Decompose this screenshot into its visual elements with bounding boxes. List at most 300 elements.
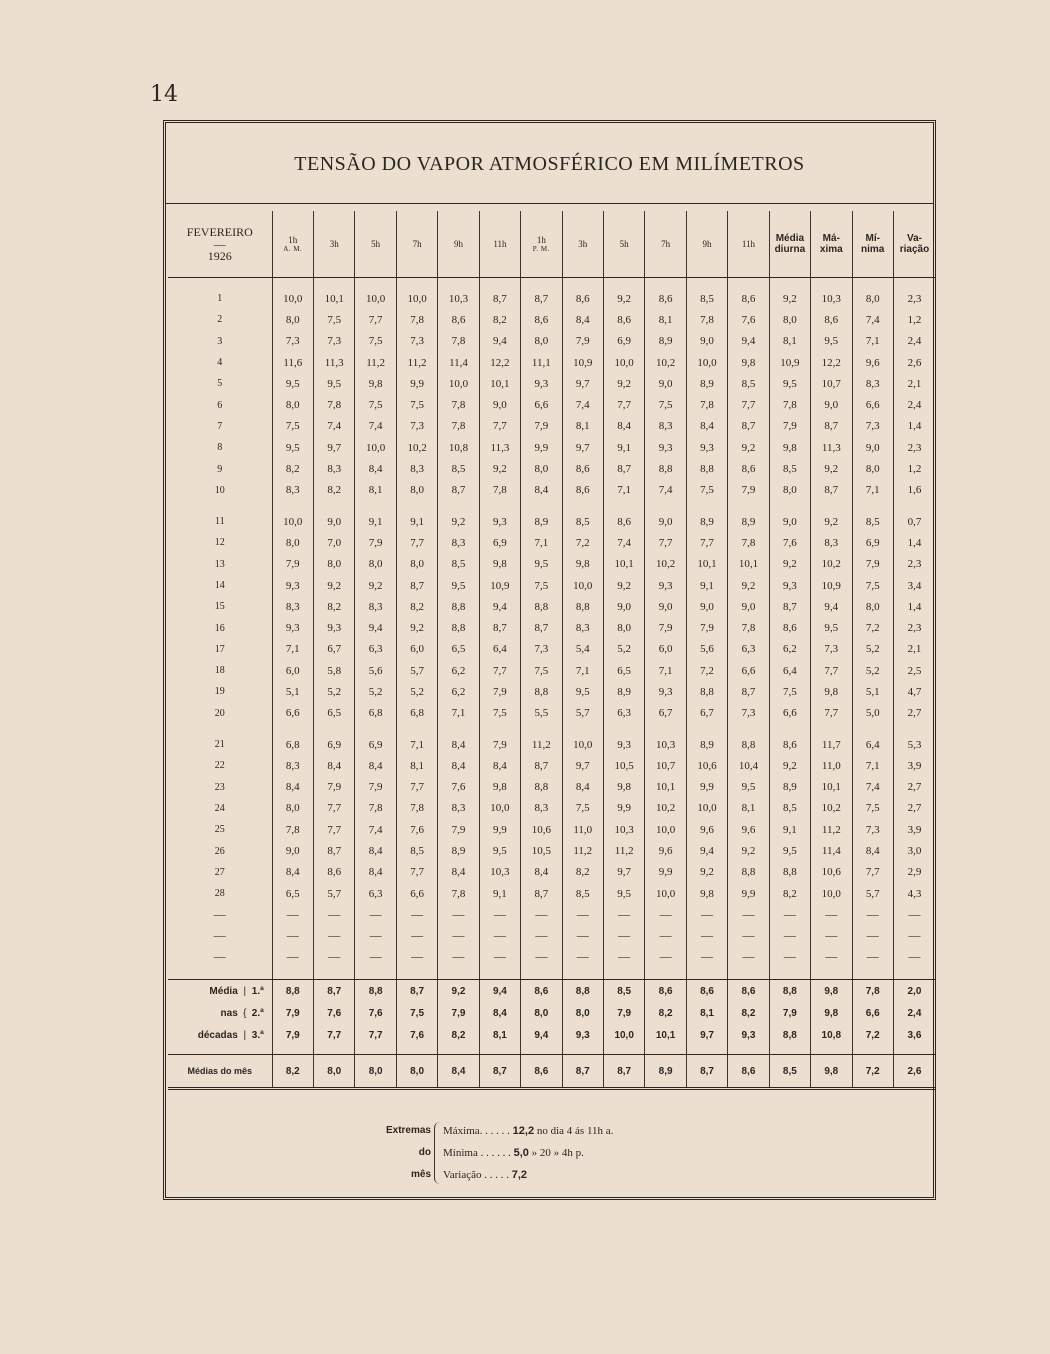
value-cell: 7,9: [355, 777, 396, 798]
value-cell: 8,8: [686, 681, 727, 702]
value-cell: 7,7: [355, 309, 396, 330]
table-row: [168, 596, 935, 617]
table-row: [168, 862, 935, 883]
value-cell: 7,7: [728, 394, 769, 415]
value-cell: 7,7: [314, 798, 355, 819]
value-cell: 8,3: [811, 532, 852, 553]
value-cell: 7,2: [562, 532, 603, 553]
value-cell: 10,3: [645, 734, 686, 755]
value-cell: 9,2: [603, 288, 644, 309]
value-cell: 10,0: [603, 352, 644, 373]
value-cell: 9,4: [686, 840, 727, 861]
value-cell: 8,9: [686, 373, 727, 394]
value-cell: 7,1: [603, 480, 644, 501]
dash-cell: —: [686, 946, 727, 967]
value-cell: 8,5: [438, 458, 479, 479]
value-cell: 5,0: [852, 703, 893, 724]
dash-cell: —: [479, 904, 520, 925]
value-cell: 8,7: [728, 681, 769, 702]
spacer-cell: [603, 1046, 644, 1055]
decade-value-cell: 8,1: [686, 1002, 727, 1024]
value-cell: 8,6: [728, 288, 769, 309]
value-cell: 8,3: [852, 373, 893, 394]
stat-header-line-1: Má-: [822, 233, 840, 244]
year-label: 1926: [207, 249, 232, 263]
value-cell: 6,6: [521, 394, 562, 415]
decade-value-cell: 3,6: [893, 1024, 935, 1046]
value-cell: 5,2: [852, 660, 893, 681]
value-cell: 6,0: [645, 639, 686, 660]
hour-header: [686, 211, 727, 278]
value-cell: 7,7: [811, 703, 852, 724]
value-cell: 8,6: [769, 617, 810, 638]
value-cell: 11,3: [811, 437, 852, 458]
value-cell: 7,7: [852, 862, 893, 883]
value-cell: 7,4: [355, 819, 396, 840]
value-cell: 1,2: [893, 458, 935, 479]
day-cell: 23: [214, 781, 225, 793]
spacer-cell: [479, 501, 520, 511]
value-cell: 7,7: [396, 862, 437, 883]
hour-header: [728, 211, 769, 278]
value-cell: 10,2: [645, 798, 686, 819]
value-cell: 7,0: [314, 532, 355, 553]
value-cell: 8,5: [769, 798, 810, 819]
value-cell: 8,3: [396, 458, 437, 479]
value-cell: 10,0: [355, 288, 396, 309]
value-cell: 8,4: [272, 862, 313, 883]
decade-value-cell: 7,6: [355, 1002, 396, 1024]
value-cell: 11,2: [355, 352, 396, 373]
value-cell: 9,0: [645, 373, 686, 394]
value-cell: 10,4: [728, 755, 769, 776]
extremes-label: [371, 1120, 431, 1186]
table-row: [168, 575, 935, 596]
dash-cell: —: [811, 925, 852, 946]
day-cell: 12: [214, 537, 225, 549]
value-cell: 7,3: [396, 416, 437, 437]
spacer-cell: [645, 1046, 686, 1055]
value-cell: 7,7: [314, 819, 355, 840]
table-row: [168, 532, 935, 553]
decade-value-cell: 10,8: [811, 1024, 852, 1046]
table-row: [168, 352, 935, 373]
value-cell: 8,9: [645, 331, 686, 352]
value-cell: 10,2: [811, 554, 852, 575]
dash-cell: —: [272, 946, 313, 967]
dash-cell: —: [603, 946, 644, 967]
spacer-cell: [893, 724, 935, 734]
value-cell: 7,9: [769, 416, 810, 437]
value-cell: 7,5: [396, 394, 437, 415]
day-cell: 5: [217, 378, 223, 390]
month-label: FEVEREIRO: [186, 225, 253, 239]
decade-value-cell: 9,4: [521, 1024, 562, 1046]
table-row: [168, 437, 935, 458]
value-cell: 9,3: [645, 575, 686, 596]
value-cell: 7,3: [728, 703, 769, 724]
value-cell: 11,1: [521, 352, 562, 373]
value-cell: 7,9: [272, 554, 313, 575]
value-cell: 8,0: [272, 532, 313, 553]
value-cell: 9,2: [769, 554, 810, 575]
value-cell: 8,6: [521, 309, 562, 330]
value-cell: 8,4: [438, 755, 479, 776]
decade-value-cell: 8,7: [396, 980, 437, 1003]
day-cell: 6: [217, 399, 223, 411]
value-cell: 9,0: [645, 511, 686, 532]
hour-label: 3h: [329, 239, 339, 249]
value-cell: 8,7: [521, 883, 562, 904]
value-cell: 7,8: [686, 309, 727, 330]
month-mean-cell: 8,4: [438, 1055, 479, 1089]
value-cell: 10,5: [521, 840, 562, 861]
value-cell: 10,9: [562, 352, 603, 373]
value-cell: 7,5: [769, 681, 810, 702]
dash-cell: —: [562, 925, 603, 946]
value-cell: 8,4: [355, 840, 396, 861]
value-cell: 7,8: [438, 331, 479, 352]
month-mean-cell: 8,7: [479, 1055, 520, 1089]
value-cell: 8,3: [272, 480, 313, 501]
empty-day-row: [168, 904, 935, 925]
dash-cell: —: [686, 925, 727, 946]
value-cell: 9,3: [521, 373, 562, 394]
value-cell: 5,3: [893, 734, 935, 755]
value-cell: 7,8: [728, 532, 769, 553]
value-cell: 11,0: [811, 755, 852, 776]
value-cell: 9,3: [645, 681, 686, 702]
decade-value-cell: 8,2: [645, 1002, 686, 1024]
month-mean-cell: 8,6: [728, 1055, 769, 1089]
value-cell: 7,4: [645, 480, 686, 501]
spacer-cell: [852, 501, 893, 511]
value-cell: 9,5: [728, 777, 769, 798]
empty-day-row: [168, 946, 935, 967]
value-cell: 9,0: [728, 596, 769, 617]
decade-value-cell: 7,8: [852, 980, 893, 1003]
spacer-cell: [438, 724, 479, 734]
value-cell: 9,5: [438, 575, 479, 596]
spacer-cell: [769, 278, 810, 289]
extreme-min-value: 5,0: [513, 1147, 529, 1159]
value-cell: 9,4: [728, 331, 769, 352]
decade-value-cell: 2,4: [893, 1002, 935, 1024]
hour-header: [314, 211, 355, 278]
value-cell: 6,9: [603, 331, 644, 352]
day-cell: 17: [214, 643, 225, 655]
value-cell: 6,9: [852, 532, 893, 553]
decade-value-cell: 9,2: [438, 980, 479, 1003]
value-cell: 9,0: [314, 511, 355, 532]
extreme-variation: [443, 1164, 613, 1186]
spacer-cell: [521, 278, 562, 289]
value-cell: 8,0: [396, 480, 437, 501]
decade-value-cell: 8,8: [562, 980, 603, 1003]
dash-cell: —: [769, 946, 810, 967]
spacer-cell: [168, 724, 272, 734]
spacer-cell: [396, 501, 437, 511]
value-cell: 8,6: [645, 288, 686, 309]
value-cell: 9,8: [603, 777, 644, 798]
value-cell: 9,6: [686, 819, 727, 840]
value-cell: 6,3: [355, 883, 396, 904]
spacer-cell: [396, 967, 437, 980]
value-cell: 8,7: [728, 416, 769, 437]
decade-label-text: décadas: [197, 1029, 238, 1041]
month-mean-cell: 8,7: [562, 1055, 603, 1089]
empty-day-row: [168, 925, 935, 946]
month-extremes: [166, 1110, 933, 1196]
value-cell: 7,6: [438, 777, 479, 798]
value-cell: 10,0: [396, 288, 437, 309]
value-cell: 7,1: [852, 331, 893, 352]
value-cell: 5,8: [314, 660, 355, 681]
spacer-cell: [562, 724, 603, 734]
decade-value-cell: 7,7: [355, 1024, 396, 1046]
day-cell: 4: [217, 357, 223, 369]
dash-cell: —: [769, 925, 810, 946]
stat-header-line-1: Média: [775, 233, 805, 244]
value-cell: 9,2: [438, 511, 479, 532]
value-cell: 9,0: [852, 437, 893, 458]
value-cell: 7,3: [314, 331, 355, 352]
spacer-cell: [686, 501, 727, 511]
value-cell: 8,2: [314, 596, 355, 617]
value-cell: 11,3: [479, 437, 520, 458]
value-cell: 7,9: [479, 681, 520, 702]
month-dash: —: [213, 237, 226, 251]
value-cell: 10,0: [355, 437, 396, 458]
dash-cell: —: [314, 925, 355, 946]
value-cell: 9,4: [479, 331, 520, 352]
value-cell: 9,5: [769, 840, 810, 861]
spacer-cell: [603, 278, 644, 289]
decade-label: [168, 1002, 272, 1024]
value-cell: 8,4: [562, 777, 603, 798]
value-cell: 8,0: [521, 331, 562, 352]
spacer-cell: [272, 278, 313, 289]
value-cell: 6,4: [852, 734, 893, 755]
value-cell: 10,7: [645, 755, 686, 776]
dash-cell: —: [603, 904, 644, 925]
value-cell: 8,9: [769, 777, 810, 798]
value-cell: 10,8: [438, 437, 479, 458]
spacer-cell: [521, 1046, 562, 1055]
spacer-cell: [728, 724, 769, 734]
extreme-variation-value: 7,2: [511, 1169, 528, 1181]
value-cell: 8,4: [479, 755, 520, 776]
value-cell: 9,7: [562, 373, 603, 394]
value-cell: 7,4: [852, 777, 893, 798]
value-cell: 11,2: [396, 352, 437, 373]
decade-value-cell: 8,2: [438, 1024, 479, 1046]
dash-cell: —: [728, 925, 769, 946]
spacer-cell: [479, 724, 520, 734]
value-cell: 8,4: [603, 416, 644, 437]
extreme-max-value: 12,2: [512, 1125, 535, 1137]
value-cell: 8,4: [521, 862, 562, 883]
value-cell: 4,7: [893, 681, 935, 702]
value-cell: 8,4: [852, 840, 893, 861]
value-cell: 12,2: [479, 352, 520, 373]
value-cell: 10,0: [686, 798, 727, 819]
value-cell: 10,1: [314, 288, 355, 309]
value-cell: 7,8: [438, 416, 479, 437]
table-row: [168, 883, 935, 904]
value-cell: 8,2: [396, 596, 437, 617]
value-cell: 6,9: [314, 734, 355, 755]
decade-label: [168, 980, 272, 1003]
extremes-label-line-3: mês: [410, 1169, 431, 1180]
month-header: [168, 211, 272, 278]
stat-header-line-1: Mí-: [865, 233, 880, 244]
value-cell: 6,4: [769, 660, 810, 681]
value-cell: 8,8: [686, 458, 727, 479]
value-cell: 8,8: [521, 596, 562, 617]
dash-cell: —: [521, 946, 562, 967]
value-cell: 8,4: [438, 734, 479, 755]
decade-value-cell: 8,1: [479, 1024, 520, 1046]
value-cell: 8,3: [645, 416, 686, 437]
value-cell: 0,7: [893, 511, 935, 532]
day-cell: 22: [214, 760, 225, 772]
value-cell: 9,9: [479, 819, 520, 840]
value-cell: 8,4: [521, 480, 562, 501]
decade-value-cell: 8,0: [521, 1002, 562, 1024]
value-cell: 8,1: [728, 798, 769, 819]
value-cell: 2,4: [893, 331, 935, 352]
value-cell: 7,1: [521, 532, 562, 553]
value-cell: 7,5: [272, 416, 313, 437]
spacer-cell: [645, 724, 686, 734]
value-cell: 7,5: [562, 798, 603, 819]
decade-ordinal: 2.ª: [251, 1007, 264, 1019]
value-cell: 11,4: [438, 352, 479, 373]
value-cell: 7,7: [603, 394, 644, 415]
value-cell: 6,3: [728, 639, 769, 660]
table-row: [168, 703, 935, 724]
value-cell: 9,5: [479, 840, 520, 861]
value-cell: 8,5: [396, 840, 437, 861]
decade-mean-row: [168, 1024, 935, 1046]
spacer-cell: [438, 501, 479, 511]
day-cell: 7: [217, 420, 223, 432]
value-cell: 6,8: [355, 703, 396, 724]
value-cell: 7,5: [355, 331, 396, 352]
value-cell: 7,9: [852, 554, 893, 575]
month-mean-label: Médias do mês: [168, 1055, 272, 1089]
value-cell: 6,2: [438, 660, 479, 681]
value-cell: 8,5: [728, 373, 769, 394]
value-cell: 9,2: [728, 437, 769, 458]
value-cell: 7,1: [438, 703, 479, 724]
decade-value-cell: 8,6: [728, 980, 769, 1003]
decade-value-cell: 7,9: [603, 1002, 644, 1024]
spacer-cell: [355, 967, 396, 980]
spacer-cell: [893, 501, 935, 511]
value-cell: 10,0: [562, 575, 603, 596]
value-cell: 9,0: [769, 511, 810, 532]
value-cell: 7,4: [562, 394, 603, 415]
spacer-row: [168, 278, 935, 289]
value-cell: 8,9: [438, 840, 479, 861]
day-cell: 26: [214, 845, 225, 857]
hour-label: 11h: [493, 239, 507, 249]
extreme-max-note: no dia 4 ás 11h a.: [536, 1125, 614, 1137]
spacer-cell: [603, 501, 644, 511]
value-cell: 7,4: [355, 416, 396, 437]
spacer-cell: [396, 724, 437, 734]
day-cell: 20: [214, 707, 225, 719]
spacer-cell: [168, 967, 272, 980]
hour-label: 5h: [619, 239, 629, 249]
value-cell: 9,2: [603, 575, 644, 596]
dash-cell: —: [272, 904, 313, 925]
value-cell: 9,9: [728, 883, 769, 904]
spacer-row: [168, 724, 935, 734]
dash-cell: —: [645, 946, 686, 967]
value-cell: 8,8: [438, 596, 479, 617]
hour-label: 3h: [578, 239, 588, 249]
value-cell: 8,6: [603, 511, 644, 532]
value-cell: 7,7: [645, 532, 686, 553]
value-cell: 9,8: [686, 883, 727, 904]
decade-value-cell: 6,6: [852, 1002, 893, 1024]
value-cell: 8,3: [314, 458, 355, 479]
value-cell: 6,5: [438, 639, 479, 660]
value-cell: 8,5: [686, 288, 727, 309]
value-cell: 1,4: [893, 596, 935, 617]
value-cell: 10,0: [272, 511, 313, 532]
month-mean-cell: 7,2: [852, 1055, 893, 1089]
value-cell: 7,5: [355, 394, 396, 415]
value-cell: 5,7: [852, 883, 893, 904]
value-cell: 7,5: [852, 798, 893, 819]
value-cell: 7,4: [603, 532, 644, 553]
value-cell: 7,5: [686, 480, 727, 501]
value-cell: 11,6: [272, 352, 313, 373]
value-cell: 9,2: [769, 755, 810, 776]
value-cell: 7,3: [852, 819, 893, 840]
value-cell: 10,1: [479, 373, 520, 394]
value-cell: 7,7: [811, 660, 852, 681]
decade-value-cell: 7,6: [314, 1002, 355, 1024]
spacer-cell: [479, 967, 520, 980]
value-cell: 9,8: [728, 352, 769, 373]
value-cell: 5,6: [686, 639, 727, 660]
value-cell: 10,2: [645, 554, 686, 575]
dash-cell: —: [769, 904, 810, 925]
dash-cell: —: [438, 946, 479, 967]
value-cell: 6,7: [645, 703, 686, 724]
value-cell: 8,9: [603, 681, 644, 702]
value-cell: 8,3: [438, 798, 479, 819]
value-cell: 2,1: [893, 639, 935, 660]
decade-value-cell: 9,4: [479, 980, 520, 1003]
decade-value-cell: 8,2: [728, 1002, 769, 1024]
month-mean-cell: 8,0: [396, 1055, 437, 1089]
table-row: [168, 416, 935, 437]
value-cell: 8,7: [521, 617, 562, 638]
value-cell: 4,3: [893, 883, 935, 904]
spacer-cell: [852, 278, 893, 289]
hour-label: 5h: [371, 239, 381, 249]
day-cell: 27: [214, 866, 225, 878]
value-cell: 7,3: [811, 639, 852, 660]
dash-cell: —: [893, 946, 935, 967]
table-row: [168, 819, 935, 840]
